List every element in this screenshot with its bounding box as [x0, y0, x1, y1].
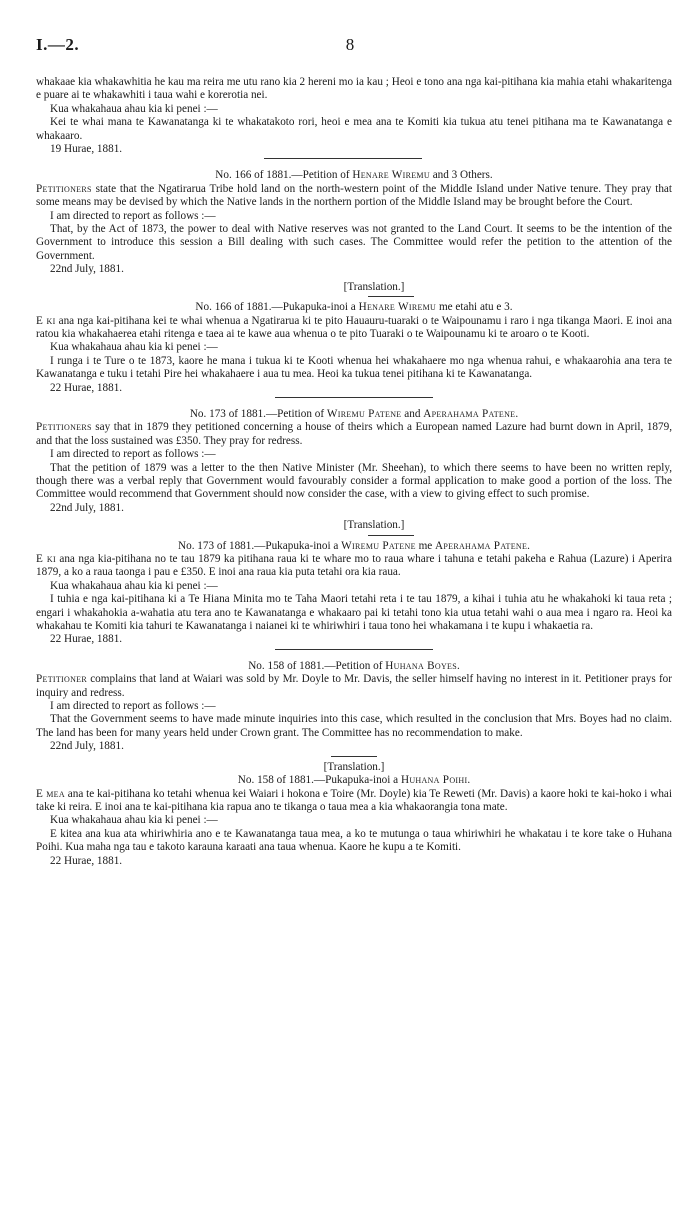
petition-166-translation-body: E ki ana nga kai-pitihana kei te whai whenua a Ngatirarua ki te pito Hauauru-tuaraki o te Waipounamu i raro i nga tikanga Maori. E inoi ana ratou kia whakahaerea etahi ritenga e taea ai te kawe aua whenua o te pito Tuaraki o te Waipounamu ki te aroaro o te Kooti.	[36, 314, 672, 340]
petition-173-heading: No. 173 of 1881.—Petition of Wiremu Patene and Aperahama Patene.	[189, 407, 519, 420]
section-divider	[275, 397, 433, 398]
petition-173-date: 22nd July, 1881.	[50, 501, 124, 514]
petition-166-translation-date: 22 Hurae, 1881.	[50, 381, 123, 394]
intro-paragraph: whakaae kia whakawhitia he kau ma reira me utu rano kia 2 hereni mo ia kau ; Heoi e tono ana nga kai-pitihana kia mahia etahi whakaritenga e puare ai te whakawhiti i taua wahi e korerotia nei.	[36, 76, 672, 102]
intro-date: 19 Hurae, 1881.	[50, 143, 123, 156]
petitioner-name: Huhana Boyes	[385, 659, 457, 672]
petitioner-name: Aperahama Patene	[435, 539, 528, 552]
section-divider	[264, 158, 422, 159]
petition-166-date: 22nd July, 1881.	[50, 263, 124, 276]
petitioner-name: Wiremu Patene	[326, 407, 402, 420]
petition-173-body: Petitioners say that in 1879 they petitioned concerning a house of theirs which a European named Lazure had burnt down in April, 1879, and that the loss sustained was £350. They pray for redress.	[36, 421, 672, 447]
petition-158-translation-body: E mea ana te kai-pitihana ko tetahi whenua kei Waiari i hokona e Toire (Mr. Doyle) kia Te Reweti (Mr. Davis) a kaore hoki te kai-hoko i whai take ki reira. E inoi ana te kai-pitihana kia rapua ano te tikanga o taua mea a kia whakaorangia tona mate.	[36, 787, 672, 813]
petition-166-body: Petitioners state that the Ngatirarua Tribe hold land on the north-western point of the Middle Island under Native tenure. They pray that some means may be devised by which the Native lands in the northern portion of the Middle Island may be brought before the Court.	[36, 182, 672, 209]
petitioner-name: Wiremu Patene	[341, 539, 416, 552]
petition-166-translation-directed: Kua whakahaua ahau kia ki penei :—	[50, 341, 218, 354]
document-reference: I.—2.	[36, 35, 80, 54]
section-divider	[275, 649, 433, 650]
petition-166-report: That, by the Act of 1873, the power to deal with Native reserves was not granted to the Land Court. It seems to be the intention of the Government to introduce this session a Bill dealing with such cases. The Committee would refer the petition to the attention of the Government.	[36, 223, 672, 262]
intro-continuation	[36, 76, 672, 159]
petition-166-translation-report: I runga i te Ture o te 1873, kaore he mana i tukua ki te Kooti whenua hei whakahaere mo nga whenua rahui, e whakaarohia ana tera te Kawanatanga e tuku i tetahi Pire hei whakahaere i aua tu mea. Heoi ka tukua tenei pitihana ki te Kawanatanga.	[36, 354, 672, 381]
page-header	[36, 35, 664, 60]
petition-158-heading: No. 158 of 1881.—Petition of Huhana Boyes.	[248, 659, 460, 672]
translation-rule	[331, 756, 377, 757]
translation-label: [Translation.]	[323, 760, 385, 773]
petition-158-translation-date: 22 Hurae, 1881.	[50, 854, 123, 867]
page-number: 8	[345, 35, 355, 54]
petition-173-translation-heading: No. 173 of 1881.—Pukapuka-inoi a Wiremu Patene me Aperahama Patene.	[178, 539, 530, 552]
petition-166	[36, 169, 672, 398]
petition-158	[36, 660, 672, 868]
petition-158-date: 22nd July, 1881.	[50, 740, 124, 753]
petition-166-directed: I am directed to report as follows :—	[50, 209, 216, 222]
petition-173-translation-directed: Kua whakahaua ahau kia ki penei :—	[50, 579, 218, 592]
petition-173-translation-date: 22 Hurae, 1881.	[50, 633, 123, 646]
page-content	[36, 76, 672, 872]
petition-158-translation-directed: Kua whakahaua ahau kia ki penei :—	[50, 814, 218, 827]
translation-label: [Translation.]	[343, 519, 405, 532]
petitioner-name: Huhana Poihi	[400, 774, 468, 787]
intro-report: Kei te whai mana te Kawanatanga ki te whakatakoto rori, heoi e mea ana te Komiti kia tukua atu tenei pitihana ma te Kawanatanga e whakaaro.	[36, 116, 672, 142]
petition-158-body: Petitioner complains that land at Waiari was sold by Mr. Doyle to Mr. Davis, the seller himself having no interest in it. Petitioner prays for inquiry and redress.	[36, 673, 672, 699]
petitioner-name: Henare Wiremu	[358, 301, 437, 314]
petitioner-name: Henare Wiremu	[352, 169, 430, 182]
translation-label: [Translation.]	[343, 280, 405, 293]
petitioner-name: Aperahama Patene	[423, 407, 516, 420]
intro-directed: Kua whakahaua ahau kia ki penei :—	[50, 102, 218, 115]
petition-158-report: That the Government seems to have made minute inquiries into this case, which resulted in the conclusion that Mrs. Boyes had no claim. The land has been for many years held under Crown grant. The Committee has no recommendation to make.	[36, 713, 672, 739]
petition-173-report: That the petition of 1879 was a letter to the then Native Minister (Mr. Sheehan), to which there seems to have been no written reply, though there was a verbal reply that Government would favourably consider a formal application to make good a portion of the loss. The Committee would recommend that Government should now consider the case, with a view to giving effect to such promise.	[36, 461, 672, 501]
petition-158-directed: I am directed to report as follows :—	[50, 700, 216, 713]
petition-173	[36, 408, 672, 650]
petition-166-translation-heading: No. 166 of 1881.—Pukapuka-inoi a Henare Wiremu me etahi atu e 3.	[195, 301, 513, 314]
petition-173-directed: I am directed to report as follows :—	[50, 448, 216, 461]
petition-158-translation-report: E kitea ana kua ata whiriwhiria ano e te Kawanatanga taua mea, a ko te mutunga o taua whiriwhiri he whakatau i te kore take o Huhana Poihi. Kua maha nga tau e takoto karauna karaati ana taua whenua. Kaore he kupu a te Komiti.	[36, 827, 672, 854]
petition-173-translation-report: I tuhia e nga kai-pitihana ki a Te Hiana Minita mo te Taha Maori tetahi reta i te tau 1879, a kihai i tuhia atu he whakahoki ki taua reta ; engari i whakahokia a-wahatia atu tera ano te Kawanatanga e whakaaro pai ki tetahi tono kia utua tetahi wahi o aua mea i ngaro ra. Heoi ka whakahau te Komiti kia tahuri te Kawanatanga i naianei ki te whiriwhiri i taua tono hei whakamana i te kupu i whakaetia ra.	[36, 593, 672, 633]
translation-rule	[368, 535, 414, 536]
translation-rule	[368, 296, 414, 297]
petition-173-translation-body: E ki ana nga kia-pitihana no te tau 1879 ka pitihana raua ki te whare mo to raua whare i tahuna e tetahi pakeha e Rahua (Lazure) i Aperira 1879, a ko a raua taonga i pau e £350. E inoi ana raua kia puta tetahi ora kia raua.	[36, 553, 672, 579]
petition-166-heading: No. 166 of 1881.—Petition of Henare Wiremu and 3 Others.	[215, 169, 493, 182]
petition-158-translation-heading: No. 158 of 1881.—Pukapuka-inoi a Huhana Poihi.	[237, 774, 471, 787]
